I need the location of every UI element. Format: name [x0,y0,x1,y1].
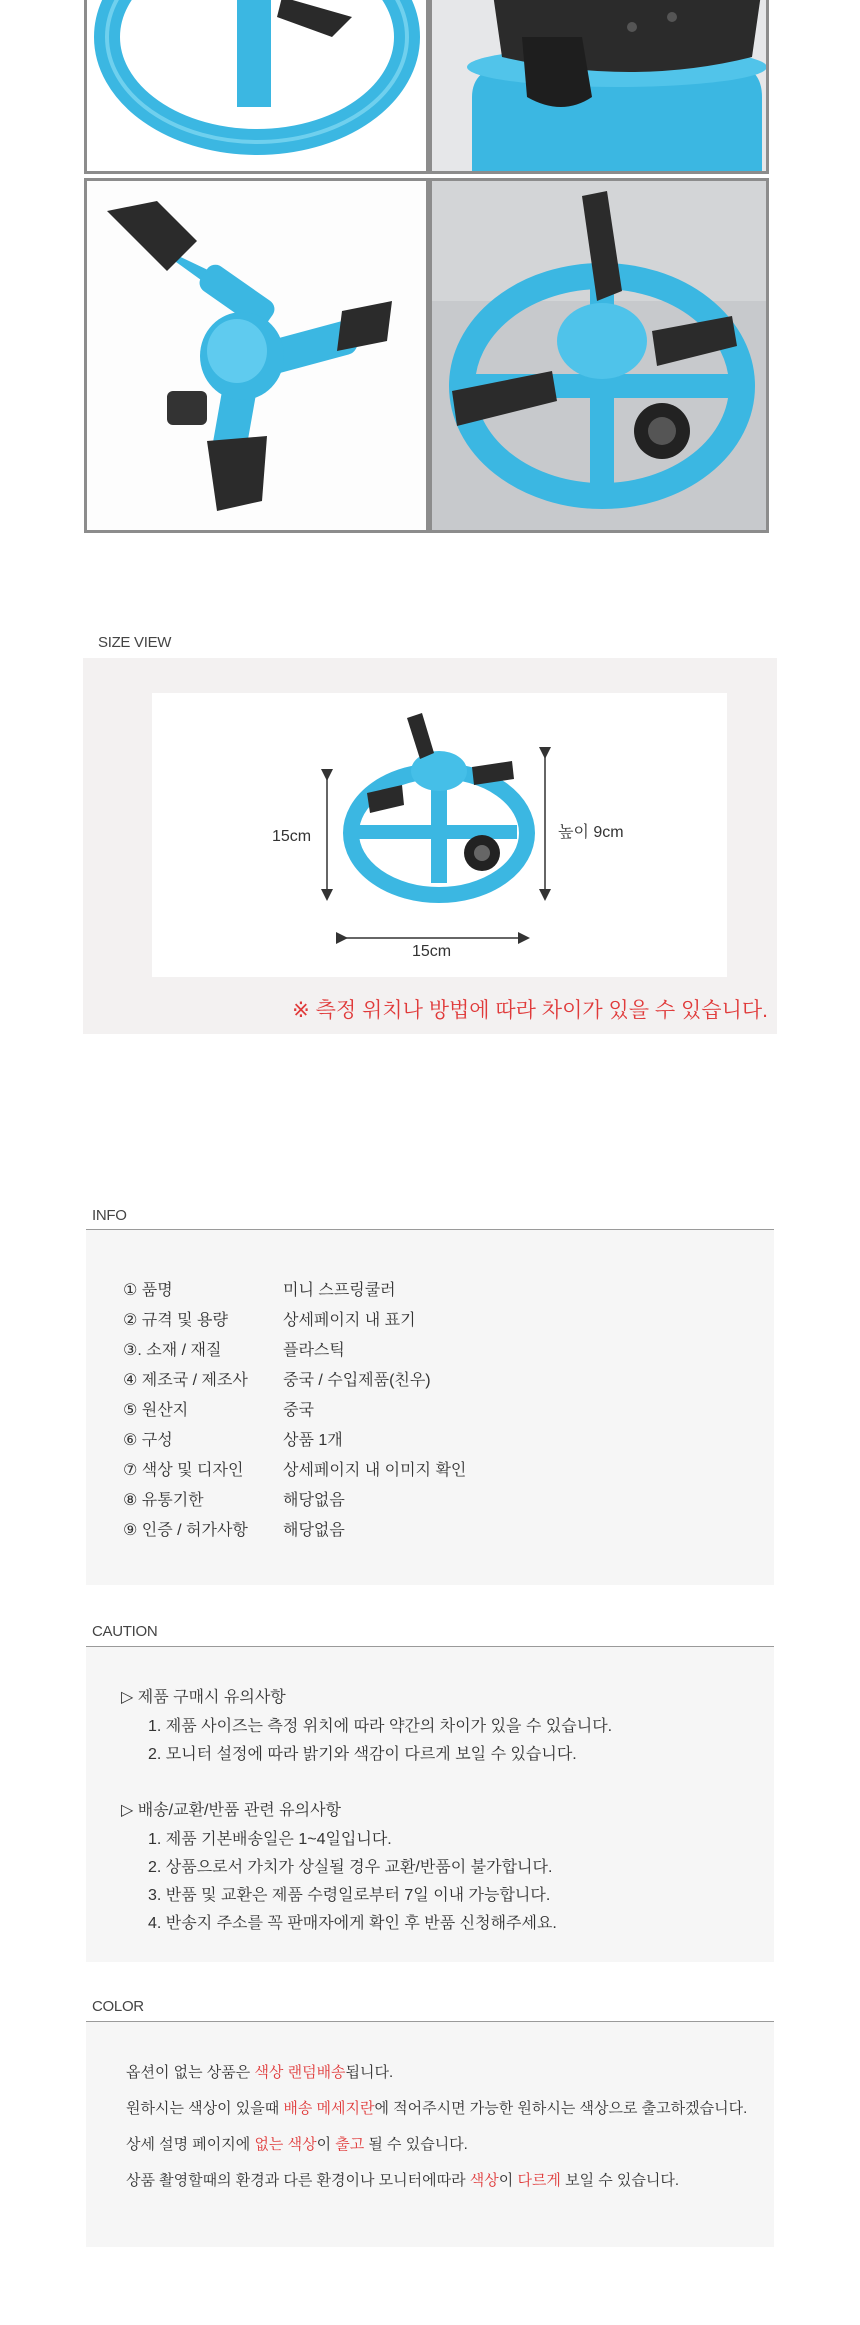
color-note-text: 될 수 있습니다. [364,2136,468,2153]
color-note-highlight: 없는 색상 [254,2136,317,2153]
info-value: 플라스틱 [283,1342,345,1359]
info-value: 중국 / 수입제품(친우) [283,1372,431,1389]
size-label-width-bottom: 15cm [412,943,452,960]
product-photo-three-arm-sprinkler [84,178,429,533]
info-key: ⑤ 원산지 [123,1402,189,1419]
caution-item: 2. 모니터 설정에 따라 밝기와 색감이 다르게 보일 수 있습니다. [148,1746,577,1763]
info-row [123,1397,314,1420]
info-key: ⑥ 구성 [123,1432,173,1449]
color-note-text: 이 [498,2172,518,2189]
caution-item: 1. 제품 사이즈는 측정 위치에 따라 약간의 차이가 있을 수 있습니다. [148,1718,613,1735]
info-key: ④ 제조국 / 제조사 [123,1372,248,1389]
info-key: ② 규격 및 용량 [123,1312,228,1329]
info-value: 해당없음 [283,1522,345,1539]
info-value: 상품 1개 [283,1432,343,1449]
product-photo-ring-sprinkler [429,178,769,533]
size-measure-note: ※ 측정 위치나 방법에 따라 차이가 있을 수 있습니다. [292,999,768,1022]
size-label-height: 높이 9cm [558,824,624,841]
color-note-text: 상세 설명 페이지에 [126,2136,255,2153]
color-note-highlight: 색상 랜덤배송 [254,2064,346,2081]
size-diagram-card [152,693,727,977]
info-row [123,1277,396,1300]
color-note-text: 상품 촬영할때의 환경과 다른 환경이나 모니터에따라 [126,2172,470,2189]
product-photo-ring-closeup [84,0,429,174]
color-note-text: 옵션이 없는 상품은 [126,2064,255,2081]
size-diagram [152,693,727,977]
size-label-width-left: 15cm [272,828,312,845]
info-value: 미니 스프링쿨러 [283,1282,396,1299]
color-title: COLOR [92,1998,144,2015]
caution-item: 4. 반송지 주소를 꼭 판매자에게 확인 후 반품 신청해주세요. [148,1915,557,1932]
color-note-line [126,2061,393,2082]
info-row [123,1367,431,1390]
info-title: INFO [92,1207,127,1224]
color-note-line [126,2133,468,2154]
color-note-line [126,2097,747,2118]
color-note-text: 보일 수 있습니다. [560,2172,680,2189]
color-note-highlight: 다르게 [517,2172,561,2189]
info-row [123,1517,345,1540]
caution-item: 1. 제품 기본배송일은 1~4일입니다. [148,1831,392,1848]
color-note-text: 이 [316,2136,336,2153]
color-note-text: 됩니다. [345,2064,394,2081]
color-note-text: 에 적어주시면 가능한 원하시는 색상으로 출고하겠습니다. [374,2100,748,2117]
info-row [123,1487,345,1510]
caution-title: CAUTION [92,1623,158,1640]
size-view-title: SIZE VIEW [98,634,172,651]
info-row [123,1307,416,1330]
caution-item: 3. 반품 및 교환은 제품 수령일로부터 7일 이내 가능합니다. [148,1887,551,1904]
product-photo-nozzle-closeup [429,0,769,174]
color-note-highlight: 배송 메세지란 [283,2100,375,2117]
color-note-text: 원하시는 색상이 있을때 [126,2100,284,2117]
color-note-line [126,2169,679,2190]
color-note-highlight: 출고 [335,2136,365,2153]
info-row [123,1337,345,1360]
info-value: 해당없음 [283,1492,345,1509]
info-key: ③. 소재 / 재질 [123,1342,222,1359]
info-key: ⑧ 유통기한 [123,1492,204,1509]
caution-group2-title: ▷ 배송/교환/반품 관련 유의사항 [121,1802,342,1819]
info-row [123,1427,343,1450]
caution-item: 2. 상품으로서 가치가 상실될 경우 교환/반품이 불가합니다. [148,1859,553,1876]
color-note-highlight: 색상 [469,2172,499,2189]
info-value: 상세페이지 내 이미지 확인 [283,1462,467,1479]
info-value: 상세페이지 내 표기 [283,1312,416,1329]
caution-group1-title: ▷ 제품 구매시 유의사항 [121,1689,286,1706]
info-key: ⑦ 색상 및 디자인 [123,1462,244,1479]
info-value: 중국 [283,1402,314,1419]
info-row [123,1457,466,1480]
info-key: ⑨ 인증 / 허가사항 [123,1522,248,1539]
info-key: ① 품명 [123,1282,173,1299]
